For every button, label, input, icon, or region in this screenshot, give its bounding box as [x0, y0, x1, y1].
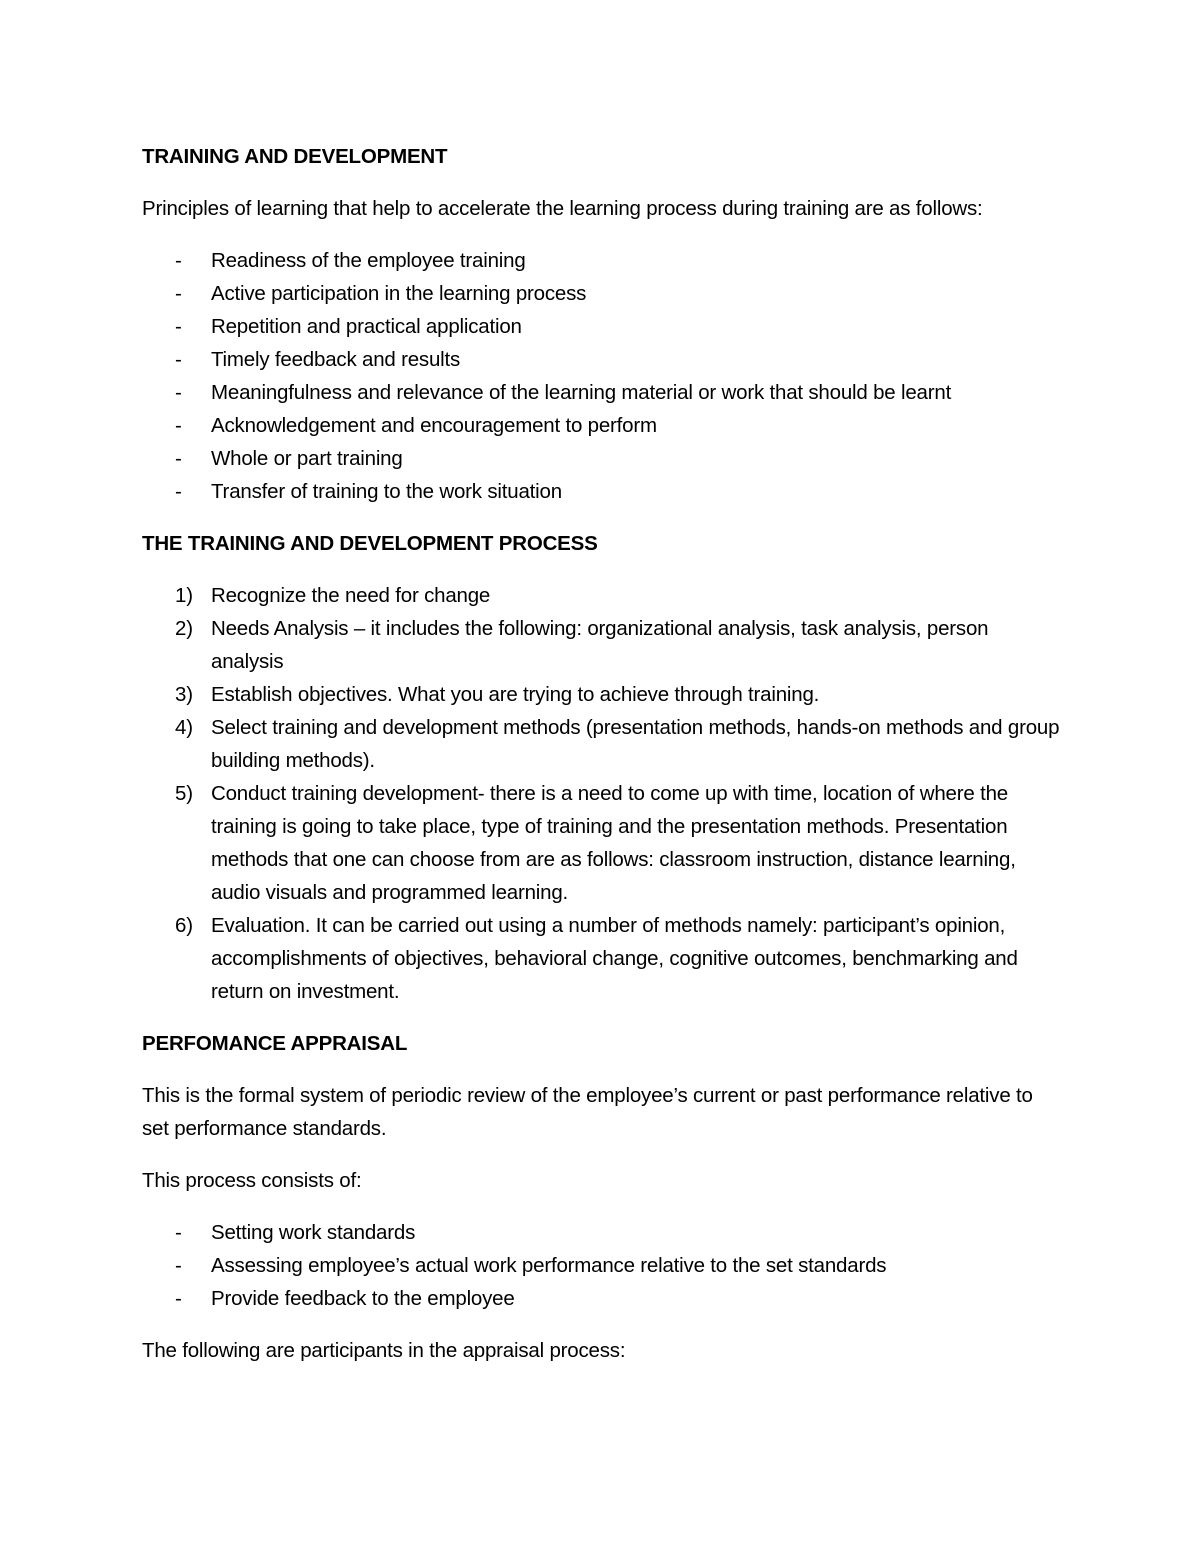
- step-text: Establish objectives. What you are trying to achieve through training.: [211, 683, 820, 706]
- list-item-text: Readiness of the employee training: [211, 249, 526, 272]
- list-item-text: Repetition and practical application: [211, 315, 522, 338]
- list-item: [142, 909, 1062, 1008]
- step-text: Recognize the need for change: [211, 584, 491, 607]
- step-number: 3): [175, 683, 193, 706]
- step-number: 6): [175, 914, 193, 937]
- appraisal-participants-intro: The following are participants in the appraisal process:: [142, 1339, 626, 1362]
- step-text: Select training and development methods (presentation methods, hands-on methods and group building methods).: [211, 716, 1060, 772]
- list-item: [142, 678, 1062, 711]
- dash-marker: -: [175, 282, 182, 305]
- list-item: [142, 244, 1062, 277]
- list-item: [142, 777, 1062, 909]
- list-item: [142, 579, 1062, 612]
- list-item: [142, 376, 1062, 409]
- dash-marker: -: [175, 414, 182, 437]
- dash-marker: -: [175, 249, 182, 272]
- list-item-text: Meaningfulness and relevance of the learning material or work that should be learnt: [211, 381, 952, 404]
- step-number: 1): [175, 584, 193, 607]
- step-number: 5): [175, 782, 193, 805]
- heading-training-process: THE TRAINING AND DEVELOPMENT PROCESS: [142, 532, 598, 555]
- learning-principles-list: [142, 244, 1062, 508]
- list-item: [142, 1249, 1062, 1282]
- list-item-text: Active participation in the learning process: [211, 282, 587, 305]
- step-text: Evaluation. It can be carried out using a number of methods namely: participant’s opinion, accomplishments of objectives, behavioral change, cognitive outcomes, benchmarking and return on investment.: [211, 914, 1018, 1003]
- list-item-text: Setting work standards: [211, 1221, 416, 1244]
- dash-marker: -: [175, 480, 182, 503]
- list-item-text: Whole or part training: [211, 447, 403, 470]
- list-item-text: Acknowledgement and encouragement to perform: [211, 414, 657, 437]
- dash-marker: -: [175, 1254, 182, 1277]
- dash-marker: -: [175, 1221, 182, 1244]
- step-number: 4): [175, 716, 193, 739]
- step-text: Needs Analysis – it includes the following: organizational analysis, task analysis, person analysis: [211, 617, 989, 673]
- appraisal-definition-paragraph: This is the formal system of periodic review of the employee’s current or past performance relative to set performance standards.: [142, 1084, 1033, 1140]
- dash-marker: -: [175, 381, 182, 404]
- heading-training-and-development: TRAINING AND DEVELOPMENT: [142, 145, 448, 168]
- dash-marker: -: [175, 348, 182, 371]
- list-item: [142, 277, 1062, 310]
- dash-marker: -: [175, 447, 182, 470]
- list-item: [142, 409, 1062, 442]
- list-item-text: Assessing employee’s actual work performance relative to the set standards: [211, 1254, 887, 1277]
- step-number: 2): [175, 617, 193, 640]
- dash-marker: -: [175, 1287, 182, 1310]
- document-content: [142, 140, 1062, 1367]
- list-item: [142, 475, 1062, 508]
- list-item: [142, 442, 1062, 475]
- list-item: [142, 711, 1062, 777]
- list-item-text: Transfer of training to the work situation: [211, 480, 562, 503]
- training-process-steps: [142, 579, 1062, 1008]
- list-item: [142, 1216, 1062, 1249]
- appraisal-process-list: [142, 1216, 1062, 1315]
- step-text: Conduct training development- there is a need to come up with time, location of where the training is going to take place, type of training and the presentation methods. Presentation methods that one can choose from are as follows: classroom instruction, distance learning, audio visuals and programmed learning.: [211, 782, 1016, 904]
- list-item: [142, 1282, 1062, 1315]
- list-item: [142, 612, 1062, 678]
- list-item: [142, 343, 1062, 376]
- dash-marker: -: [175, 315, 182, 338]
- heading-performance-appraisal: PERFOMANCE APPRAISAL: [142, 1032, 408, 1055]
- list-item-text: Timely feedback and results: [211, 348, 461, 371]
- list-item: [142, 310, 1062, 343]
- appraisal-consists-intro: This process consists of:: [142, 1169, 362, 1192]
- list-item-text: Provide feedback to the employee: [211, 1287, 515, 1310]
- training-intro-paragraph: Principles of learning that help to accelerate the learning process during training are as follows:: [142, 197, 983, 220]
